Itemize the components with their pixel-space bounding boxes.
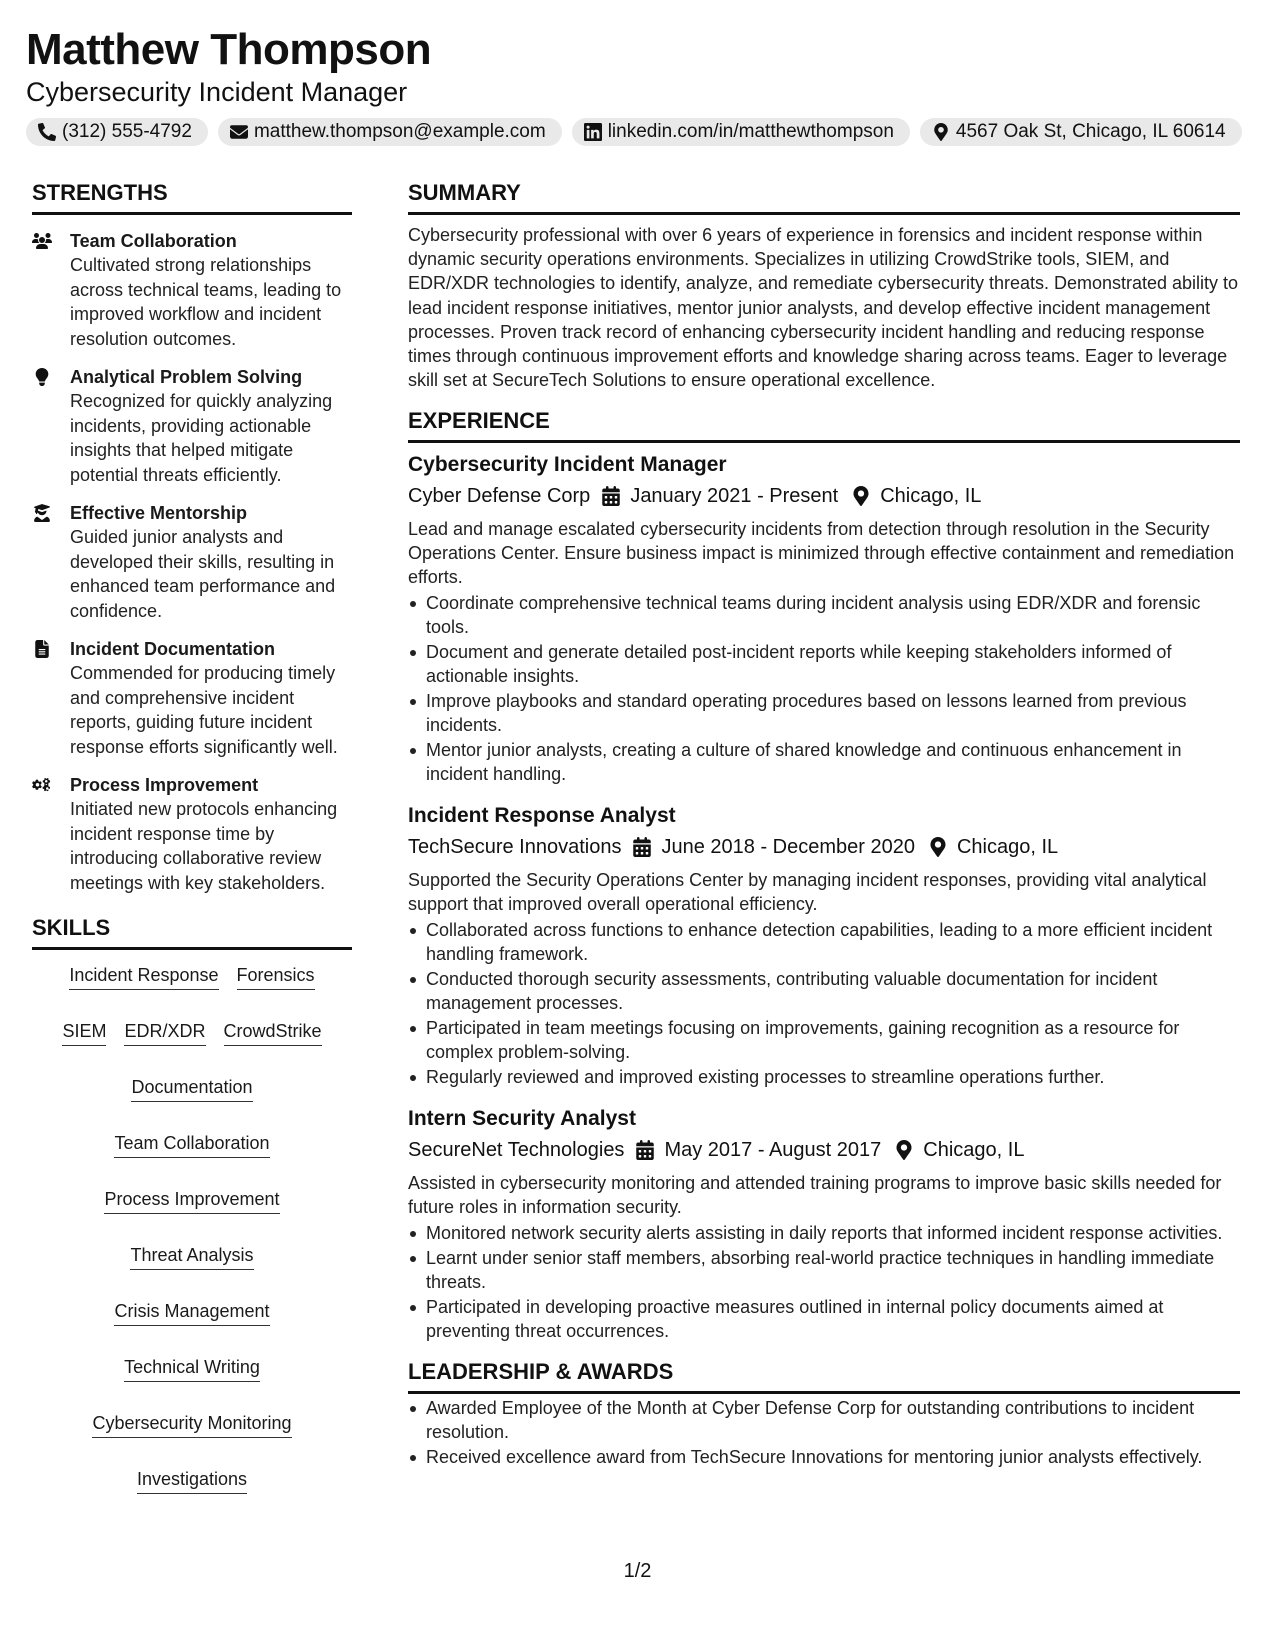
lightbulb-icon: [32, 368, 52, 386]
document-icon: [32, 640, 52, 658]
job-entry: [408, 1105, 1240, 1343]
users-icon: [32, 232, 52, 250]
summary-text: Cybersecurity professional with over 6 years of experience in forensics and incident response within dynamic security operations environments. Specializes in utilizing CrowdStrike tools, SIEM, and EDR/XDR technologies to identify, analyze, and remediate cybersecurity threats. Demonstrated ability to lead incident response initiatives, mentor junior analysts, and develop effective incident management processes. Proven track record of enhancing cybersecurity incident handling and reducing response times through continuous improvement efforts and knowledge sharing across teams. Eager to leverage skill set at SecureTech Solutions to ensure operational excellence.: [408, 225, 1239, 391]
phone-text: (312) 555-4792: [62, 121, 192, 142]
skill-tag: CrowdStrike: [224, 1018, 322, 1046]
skill-tag: Incident Response: [69, 962, 218, 990]
graduate-icon: [32, 504, 52, 522]
bullet-item: Learnt under senior staff members, absorbing real-world practice techniques in handling immediate threats.: [408, 1246, 1240, 1294]
strength-title: Analytical Problem Solving: [70, 367, 303, 387]
skill-tag: Crisis Management: [114, 1298, 269, 1326]
summary-heading: SUMMARY: [408, 180, 1240, 215]
right-column: [408, 180, 1240, 1470]
strength-title: Process Improvement: [70, 775, 259, 795]
job-entry: [408, 802, 1240, 1089]
strength-item: [32, 773, 352, 895]
linkedin-text: linkedin.com/in/matthewthompson: [607, 121, 894, 142]
skill-tag: Threat Analysis: [130, 1242, 253, 1270]
job-description: Lead and manage escalated cybersecurity incidents from detection through resolution in the Security Operations Center. Ensure business impact is minimized through effective containment and remediation efforts.: [408, 519, 1235, 588]
strength-item: [32, 637, 352, 759]
bullet-item: Coordinate comprehensive technical teams during incident analysis using EDR/XDR and forensic tools.: [408, 591, 1240, 639]
award-item: Received excellence award from TechSecure Innovations for mentoring junior analysts effectively.: [408, 1445, 1240, 1469]
skills-list: [32, 962, 352, 1494]
job-dates: June 2018 - December 2020: [661, 836, 915, 859]
linkedin-icon: [584, 123, 602, 141]
contact-linkedin[interactable]: [572, 118, 910, 146]
awards-heading: LEADERSHIP & AWARDS: [408, 1359, 1240, 1394]
awards-list: [408, 1396, 1240, 1469]
job-company: SecureNet Technologies: [408, 1139, 625, 1162]
job-location: Chicago, IL: [923, 1139, 1025, 1162]
strength-item: [32, 229, 352, 351]
job-meta: [408, 1135, 1240, 1165]
bullet-item: Conducted thorough security assessments, contributing valuable documentation for incident management processes.: [408, 967, 1240, 1015]
job-bullets: [408, 918, 1240, 1089]
contact-email[interactable]: [218, 118, 562, 146]
envelope-icon: [230, 123, 248, 141]
bullet-item: Improve playbooks and standard operating procedures based on lessons learned from previous incidents.: [408, 689, 1240, 737]
gears-icon: [32, 776, 52, 794]
strength-desc: Recognized for quickly analyzing incidents, providing actionable insights that helped mitigate potential threats efficiently.: [70, 391, 333, 485]
job-company: TechSecure Innovations: [408, 836, 622, 859]
experience-heading: EXPERIENCE: [408, 408, 1240, 443]
page-number: 1/2: [623, 1560, 652, 1582]
strength-desc: Guided junior analysts and developed their skills, resulting in enhanced team performance and confidence.: [70, 527, 336, 621]
contact-address[interactable]: [920, 118, 1242, 146]
resume-header: [26, 24, 1256, 146]
job-entry: [408, 451, 1240, 786]
location-pin-icon: [895, 1140, 913, 1160]
strength-item: [32, 501, 352, 623]
skill-tag: SIEM: [62, 1018, 106, 1046]
contact-phone[interactable]: [26, 118, 208, 146]
email-text: matthew.thompson@example.com: [253, 121, 546, 142]
bullet-item: Mentor junior analysts, creating a culture of shared knowledge and continuous enhancement in incident handling.: [408, 738, 1240, 786]
strength-desc: Commended for producing timely and comprehensive incident reports, guiding future incident response efforts significantly well.: [70, 663, 338, 757]
job-description: Supported the Security Operations Center by managing incident responses, providing vital analytical support that improved overall operational efficiency.: [408, 870, 1207, 915]
job-dates: January 2021 - Present: [630, 485, 839, 508]
bullet-item: Collaborated across functions to enhance detection capabilities, leading to a more efficient incident handling framework.: [408, 918, 1240, 966]
skill-tag: Process Improvement: [104, 1186, 279, 1214]
job-location: Chicago, IL: [956, 836, 1059, 859]
job-role: Incident Response Analyst: [408, 804, 676, 828]
skill-tag: Investigations: [137, 1466, 247, 1494]
contact-bar: [26, 118, 1256, 146]
job-company: Cyber Defense Corp: [408, 485, 591, 508]
calendar-icon: [633, 837, 651, 857]
skill-tag: EDR/XDR: [124, 1018, 205, 1046]
strength-title: Incident Documentation: [70, 639, 276, 659]
strength-item: [32, 365, 352, 487]
job-title: Cybersecurity Incident Manager: [26, 77, 408, 107]
calendar-icon: [636, 1140, 654, 1160]
job-bullets: [408, 1221, 1240, 1343]
bullet-item: Participated in team meetings focusing on improvements, gaining recognition as a resource for complex problem-solving.: [408, 1016, 1240, 1064]
skill-tag: Cybersecurity Monitoring: [92, 1410, 291, 1438]
phone-icon: [38, 123, 56, 141]
address-text: 4567 Oak St, Chicago, IL 60614: [955, 121, 1226, 142]
strengths-list: [32, 229, 352, 895]
candidate-name: Matthew Thompson: [26, 25, 432, 74]
calendar-icon: [602, 486, 620, 506]
job-role: Intern Security Analyst: [408, 1107, 636, 1131]
skill-tag: Documentation: [131, 1074, 252, 1102]
bullet-item: Document and generate detailed post-incident reports while keeping stakeholders informed of actionable insights.: [408, 640, 1240, 688]
strength-desc: Initiated new protocols enhancing incident response time by introducing collaborative review meetings with key stakeholders.: [70, 799, 338, 893]
job-meta: [408, 481, 1240, 511]
skill-tag: Forensics: [237, 962, 315, 990]
location-pin-icon: [852, 486, 870, 506]
job-location: Chicago, IL: [880, 485, 982, 508]
strength-title: Effective Mentorship: [70, 503, 248, 523]
job-description: Assisted in cybersecurity monitoring and attended training programs to improve basic skills needed for future roles in information security.: [408, 1173, 1222, 1218]
location-pin-icon: [932, 123, 950, 141]
bullet-item: Regularly reviewed and improved existing processes to streamline operations further.: [408, 1065, 1240, 1089]
strength-desc: Cultivated strong relationships across technical teams, leading to improved workflow and incident resolution outcomes.: [70, 255, 342, 349]
award-item: Awarded Employee of the Month at Cyber Defense Corp for outstanding contributions to incident resolution.: [408, 1396, 1240, 1444]
job-meta: [408, 832, 1240, 862]
skill-tag: Team Collaboration: [114, 1130, 269, 1158]
skills-heading: SKILLS: [32, 915, 352, 950]
bullet-item: Participated in developing proactive measures outlined in internal policy documents aimed at preventing threat occurrences.: [408, 1295, 1240, 1343]
job-dates: May 2017 - August 2017: [664, 1139, 882, 1162]
left-column: [32, 180, 352, 1494]
job-role: Cybersecurity Incident Manager: [408, 453, 727, 477]
job-bullets: [408, 591, 1240, 786]
strengths-heading: STRENGTHS: [32, 180, 352, 215]
location-pin-icon: [929, 837, 947, 857]
skill-tag: Technical Writing: [124, 1354, 260, 1382]
strength-title: Team Collaboration: [70, 231, 237, 251]
bullet-item: Monitored network security alerts assisting in daily reports that informed incident response activities.: [408, 1221, 1240, 1245]
